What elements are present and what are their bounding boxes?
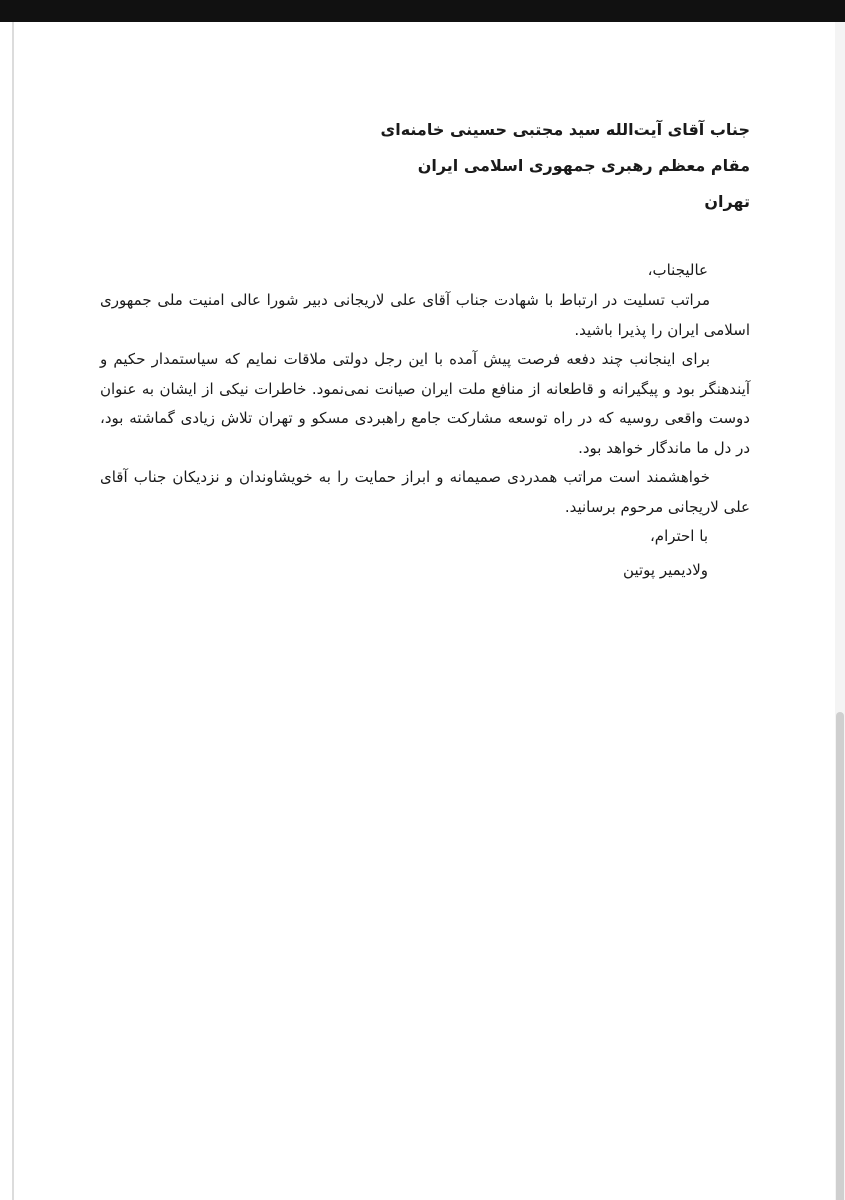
scrollbar-thumb[interactable] — [836, 712, 844, 1200]
page-edge — [12, 22, 14, 1200]
scrollbar-track[interactable] — [835, 22, 845, 1200]
letter — [100, 112, 750, 585]
signature: ولادیمیر پوتین — [623, 560, 708, 579]
greeting: عالیجناب، — [647, 261, 708, 279]
recipient-city: تهران — [704, 192, 750, 211]
paragraph-memories: برای اینجانب چند دفعه فرصت پیش آمده با این رجل دولتی ملاقات نمایم که سیاستمدار حکیم و آیندهنگر بود و پیگیرانه و قاطعانه از منافع ملت ایران صیانت نمی‌نمود. خاطرات نیکی از ایشان به عنوان دوست واقعی روسیه که در راه توسعه مشارکت جامع راهبردی مسکو و تهران تلاش زیادی گماشته بود، در دل ما ماندگار خواهد بود. — [100, 350, 750, 457]
closing: با احترام، — [649, 527, 708, 545]
recipient-title: مقام معظم رهبری جمهوری اسلامی ایران — [417, 156, 750, 175]
top-bar — [0, 0, 845, 22]
paragraph-request: خواهشمند است مراتب همدردی صمیمانه و ابراز حمایت را به خویشاوندان و نزدیکان جناب آقای علی لاریجانی مرحوم برسانید. — [100, 468, 750, 516]
recipient-name: جناب آقای آیت‌الله سید مجتبی حسینی خامنه‌ای — [380, 120, 750, 139]
paragraph-condolence: مراتب تسلیت در ارتباط با شهادت جناب آقای علی لاریجانی دبیر شورا عالی امنیت ملی جمهوری اسلامی ایران را پذیرا باشید. — [100, 291, 750, 339]
